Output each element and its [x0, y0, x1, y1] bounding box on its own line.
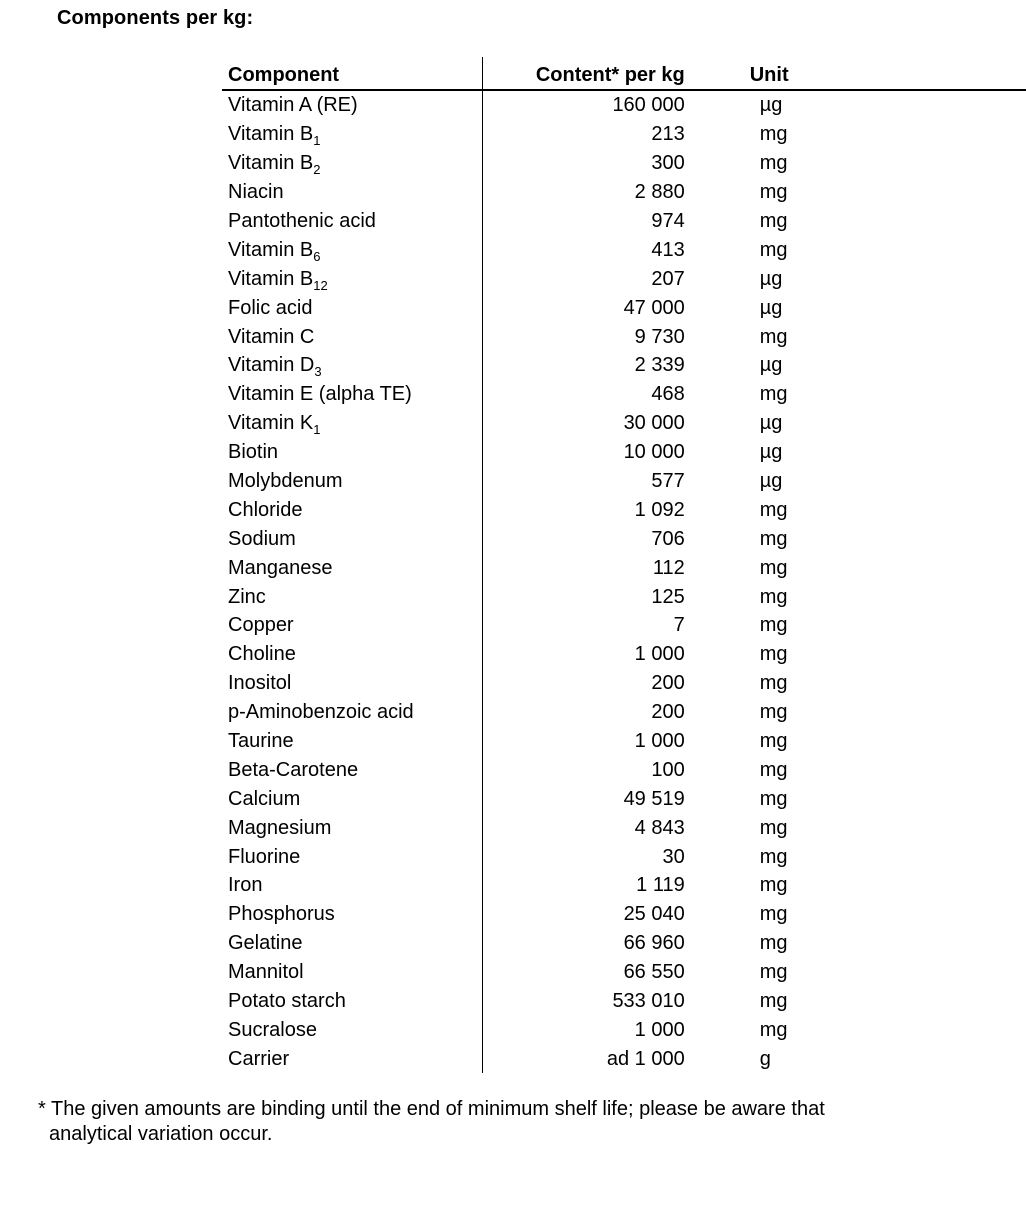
component-name [222, 929, 482, 958]
component-name [222, 640, 482, 669]
unit-value: µg [759, 354, 783, 377]
content-value: 49 519 [482, 784, 685, 813]
table-row [222, 987, 1026, 1016]
content-value: 1 000 [482, 727, 685, 756]
content-value: 112 [482, 553, 685, 582]
unit-value: µg [759, 412, 783, 435]
unit-value: mg [759, 498, 788, 521]
component-name-text: Vitamin B [228, 152, 314, 175]
component-name-text: Mannitol [228, 961, 304, 984]
unit-value: mg [759, 325, 788, 348]
content-value: 1 000 [482, 640, 685, 669]
unit-value: mg [759, 123, 788, 146]
component-name [222, 149, 482, 178]
unit-value: mg [759, 614, 788, 637]
component-name-text: Chloride [228, 498, 303, 521]
component-name-subscript: 3 [314, 364, 322, 380]
component-name-text: Sodium [228, 527, 296, 550]
footnote [38, 1097, 938, 1147]
content-value: 533 010 [482, 987, 685, 1016]
component-name [222, 120, 482, 149]
unit-value: mg [759, 845, 788, 868]
components-table-container [222, 57, 1026, 1073]
table-row [222, 727, 1026, 756]
content-value: 30 000 [482, 409, 685, 438]
table-row [222, 235, 1026, 264]
component-name [222, 987, 482, 1016]
unit-value: mg [759, 816, 788, 839]
component-name [222, 669, 482, 698]
content-value: 66 960 [482, 929, 685, 958]
table-row [222, 322, 1026, 351]
table-row [222, 553, 1026, 582]
component-name [222, 842, 482, 871]
table-row [222, 351, 1026, 380]
unit-value: mg [759, 903, 788, 926]
table-row [222, 467, 1026, 496]
table-row [222, 958, 1026, 987]
table-row [222, 120, 1026, 149]
component-name [222, 264, 482, 293]
content-value: 413 [482, 235, 685, 264]
content-value: 2 339 [482, 351, 685, 380]
table-row [222, 611, 1026, 640]
unit-value: µg [759, 267, 783, 290]
component-name-text: Vitamin B [228, 267, 314, 290]
table-row [222, 409, 1026, 438]
header-content: Content* per kg [482, 57, 685, 90]
unit-value: mg [759, 961, 788, 984]
component-name-text: Sucralose [228, 1018, 317, 1041]
unit-value: g [759, 1047, 771, 1070]
component-name-text: Molybdenum [228, 470, 343, 493]
table-row [222, 524, 1026, 553]
component-name [222, 467, 482, 496]
table-row [222, 149, 1026, 178]
content-value: 468 [482, 380, 685, 409]
component-name [222, 784, 482, 813]
unit-value: mg [759, 585, 788, 608]
component-name-subscript: 2 [313, 162, 321, 178]
component-name [222, 90, 482, 120]
component-name-text: Vitamin C [228, 325, 315, 348]
unit-value: mg [759, 1018, 788, 1041]
content-value: 706 [482, 524, 685, 553]
component-name [222, 380, 482, 409]
component-name [222, 1016, 482, 1045]
table-row [222, 900, 1026, 929]
component-name-text: Magnesium [228, 816, 332, 839]
content-value: 1 000 [482, 1016, 685, 1045]
table-row [222, 784, 1026, 813]
table-row [222, 1044, 1026, 1073]
content-value: 2 880 [482, 178, 685, 207]
content-value: 9 730 [482, 322, 685, 351]
component-name [222, 351, 482, 380]
component-name [222, 322, 482, 351]
component-name-subscript: 1 [313, 422, 321, 438]
component-name-text: Potato starch [228, 990, 346, 1013]
component-name-text: Vitamin B [228, 123, 314, 146]
unit-value: mg [759, 643, 788, 666]
table-row [222, 178, 1026, 207]
content-value: 577 [482, 467, 685, 496]
table-row [222, 90, 1026, 120]
component-name [222, 438, 482, 467]
content-value: ad 1 000 [482, 1044, 685, 1073]
component-name-text: Zinc [228, 585, 266, 608]
component-name [222, 178, 482, 207]
unit-value: mg [759, 383, 788, 406]
component-name [222, 900, 482, 929]
content-value: 300 [482, 149, 685, 178]
component-name-text: Vitamin E (alpha TE) [228, 383, 412, 406]
component-name [222, 207, 482, 236]
table-body [222, 90, 1026, 1073]
component-name-text: Gelatine [228, 932, 303, 955]
component-name-subscript: 6 [313, 248, 321, 264]
content-value: 200 [482, 669, 685, 698]
component-name-text: Phosphorus [228, 903, 335, 926]
content-value: 4 843 [482, 813, 685, 842]
content-value: 1 119 [482, 871, 685, 900]
content-value: 66 550 [482, 958, 685, 987]
component-name [222, 958, 482, 987]
header-component: Component [228, 64, 340, 86]
component-name-text: Pantothenic acid [228, 210, 376, 232]
component-name [222, 553, 482, 582]
content-value: 7 [482, 611, 685, 640]
table-row [222, 871, 1026, 900]
component-name-text: Calcium [228, 787, 301, 810]
table-row [222, 929, 1026, 958]
table-row [222, 380, 1026, 409]
table-row [222, 438, 1026, 467]
component-name [222, 871, 482, 900]
component-name-text: Vitamin K [228, 412, 314, 435]
component-name [222, 495, 482, 524]
component-name [222, 582, 482, 611]
table-row [222, 207, 1026, 236]
component-name-text: Beta-Carotene [228, 758, 359, 781]
component-name [222, 698, 482, 727]
component-name-text: Choline [228, 643, 296, 666]
content-value: 125 [482, 582, 685, 611]
table-row [222, 1016, 1026, 1045]
component-name [222, 409, 482, 438]
unit-value: mg [759, 701, 788, 724]
component-name-text: Copper [228, 614, 294, 637]
table-row [222, 264, 1026, 293]
component-name-text: p-Aminobenzoic acid [228, 701, 414, 724]
unit-value: mg [759, 990, 788, 1013]
component-name-text: Vitamin D [228, 354, 315, 377]
content-value: 213 [482, 120, 685, 149]
table-row [222, 582, 1026, 611]
unit-value: mg [759, 672, 788, 695]
table-row [222, 842, 1026, 871]
component-name-text: Inositol [228, 672, 292, 695]
unit-value: mg [759, 210, 788, 232]
component-name-text: Taurine [228, 730, 294, 753]
unit-value: µg [759, 296, 783, 319]
component-name-text: Carrier [228, 1047, 290, 1070]
components-table [222, 57, 1026, 1073]
component-name [222, 1044, 482, 1073]
footnote-line-2: analytical variation occur. [49, 1123, 273, 1145]
component-name-text: Iron [228, 874, 263, 897]
unit-value: µg [759, 470, 783, 493]
component-name [222, 293, 482, 322]
header-unit: Unit [749, 64, 789, 86]
component-name-text: Manganese [228, 556, 333, 579]
content-value: 10 000 [482, 438, 685, 467]
component-name-text: Vitamin B [228, 238, 314, 261]
table-row [222, 698, 1026, 727]
page-heading: Components per kg: [57, 7, 254, 29]
component-name-text: Vitamin A (RE) [228, 94, 358, 117]
component-name [222, 813, 482, 842]
content-value: 25 040 [482, 900, 685, 929]
table-row [222, 640, 1026, 669]
component-name [222, 755, 482, 784]
content-value: 30 [482, 842, 685, 871]
component-name-text: Biotin [228, 441, 279, 464]
component-name-text: Fluorine [228, 845, 301, 868]
content-value: 200 [482, 698, 685, 727]
content-value: 974 [482, 207, 685, 236]
content-value: 47 000 [482, 293, 685, 322]
unit-value: mg [759, 152, 788, 175]
content-value: 1 092 [482, 495, 685, 524]
component-name [222, 524, 482, 553]
component-name-text: Niacin [228, 181, 284, 204]
unit-value: mg [759, 181, 788, 204]
table-row [222, 813, 1026, 842]
component-name-text: Folic acid [228, 296, 313, 319]
table-row [222, 755, 1026, 784]
footnote-line-1: * The given amounts are binding until the end of minimum shelf life; please be aware that [38, 1098, 825, 1120]
component-name [222, 727, 482, 756]
table-row [222, 293, 1026, 322]
content-value: 207 [482, 264, 685, 293]
content-value: 100 [482, 755, 685, 784]
unit-value: µg [759, 94, 783, 117]
component-name [222, 611, 482, 640]
unit-value: µg [759, 441, 783, 464]
unit-value: mg [759, 758, 788, 781]
table-row [222, 495, 1026, 524]
component-name-subscript: 1 [313, 133, 321, 149]
table-header-row [222, 57, 1026, 90]
unit-value: mg [759, 556, 788, 579]
unit-value: mg [759, 238, 788, 261]
unit-value: mg [759, 787, 788, 810]
unit-value: mg [759, 527, 788, 550]
unit-value: mg [759, 730, 788, 753]
unit-value: mg [759, 932, 788, 955]
table-row [222, 669, 1026, 698]
content-value: 160 000 [482, 90, 685, 120]
unit-value: mg [759, 874, 788, 897]
component-name [222, 235, 482, 264]
component-name-subscript: 12 [313, 277, 328, 293]
